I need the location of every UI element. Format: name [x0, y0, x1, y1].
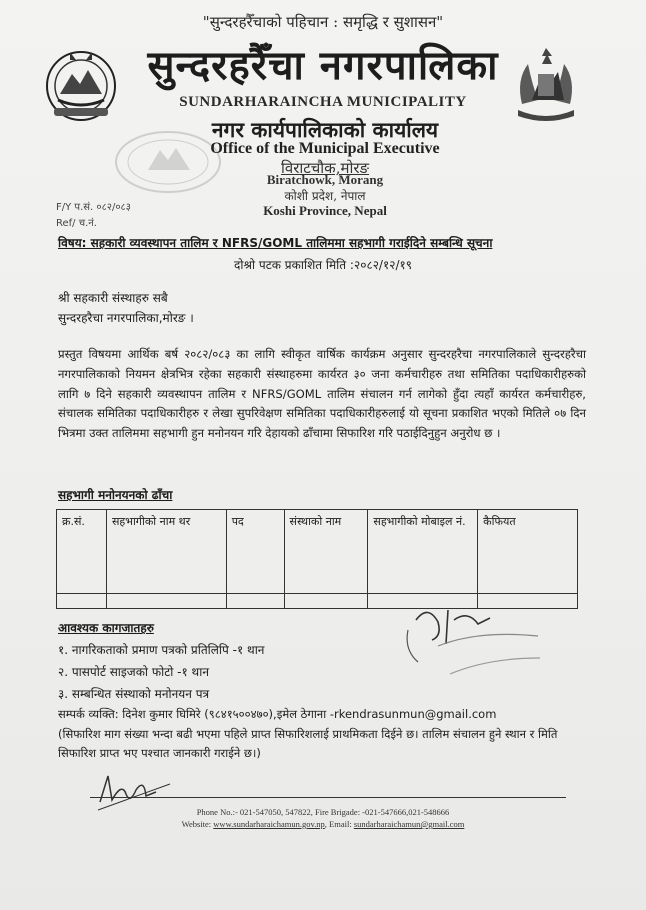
column-header: सहभागीको नाम थर	[106, 510, 226, 594]
contact-email-link[interactable]: rkendrasunmun@gmail.com	[333, 707, 497, 721]
footer-email-link[interactable]: sundarharaichamun@gmail.com	[353, 819, 465, 829]
reference-number: Ref/ च.नं.	[56, 218, 97, 229]
province-nepali: कोशी प्रदेश, नेपाल	[284, 189, 366, 203]
website-link[interactable]: www.sundarharaichamun.gov.np	[213, 819, 325, 829]
footer-divider	[90, 797, 566, 798]
document-item: ३. सम्बन्धित संस्थाको मनोनयन पत्र	[58, 687, 210, 701]
address-nepali: विराटचौक,मोरङ	[280, 159, 370, 177]
municipality-name-nepali: सुन्दरहरैँचा नगरपालिका	[147, 42, 499, 89]
document-item: १. नागरिकताको प्रमाण पत्रको प्रतिलिपि -१ थान	[58, 643, 265, 657]
office-name-nepali: नगर कार्यपालिकाको कार्यालय	[211, 117, 439, 142]
footer-web	[0, 819, 646, 829]
nomination-form-table	[56, 509, 578, 609]
document-item: २. पासपोर्ट साइजको फोटो -१ थान	[58, 665, 209, 679]
initials-signature-icon	[96, 770, 176, 812]
column-header: पद	[226, 510, 284, 594]
table-header-row	[57, 510, 578, 594]
form-title: सहभागी मनोनयनको ढाँचा	[58, 488, 173, 502]
footer-phone: Phone No.:- 021-547050, 547822, Fire Brigade: -021-547666,021-548666	[196, 807, 450, 817]
column-header: क्र.सं.	[57, 510, 107, 594]
contact-line	[58, 707, 496, 722]
contact-text: सम्पर्क व्यक्ति: दिनेश कुमार घिमिरे (९८४१५००४७०),इमेल ठेगाना -	[58, 707, 334, 721]
office-name-english: Office of the Municipal Executive	[210, 140, 440, 157]
subject-line: विषय: सहकारी व्यवस्थापन तालिम र NFRS/GOML तालिममा सहभागी गराईदिने सम्बन्धि सूचना	[58, 236, 493, 250]
signature-stamp-icon	[398, 600, 548, 680]
slogan: "सुन्दरहरैँचाको पहिचान : समृद्धि र सुशासन"	[202, 13, 444, 31]
municipality-name-english: SUNDARHARAINCHA MUNICIPALITY	[179, 94, 467, 110]
column-header: कैफियत	[478, 510, 578, 594]
website-label: Website:	[181, 819, 212, 829]
notice-note: (सिफारिश माग संख्या भन्दा बढी भएमा पहिले प्राप्त सिफारिशलाई प्राथमिकता दिईने छ। तालिम संचालन हुने स्थान र मिति सिफारिश प्राप्त भए पश्चात जानकारी गराईने छ।)	[58, 727, 558, 760]
addressee-line-1: श्री सहकारी संस्थाहरु सबै	[58, 291, 168, 305]
address-english: Biratchowk, Morang	[266, 172, 384, 187]
column-header: संस्थाको नाम	[284, 510, 368, 594]
fiscal-year-ref: F/Y प.सं. ०८२/०८३	[56, 202, 131, 213]
publication-date: दोश्रो पटक प्रकाशित मिति :२०८२/१२/१९	[234, 258, 412, 272]
documents-title: आवश्यक कागजातहरु	[58, 621, 154, 635]
addressee-line-2: सुन्दरहरैचा नगरपालिका,मोरङ ।	[58, 311, 194, 325]
column-header: सहभागीको मोबाइल नं.	[368, 510, 478, 594]
notice-body: प्रस्तुत विषयमा आर्थिक बर्ष २०८२/०८३ का लागि स्वीकृत वार्षिक कार्यक्रम अनुसार सुन्दरहरैचा नगरपालिकाले सुन्दरहरैचा नगरपालिकाको नियमन क्षेत्रभित्र रहेका सहकारी संस्थाहरुमा कार्यरत ३० जना कर्मचारीहरु तथा समितिका पदाधिकारीहरुको लागि ७ दिने सहकारी व्यवस्थापन तालिम र NFRS/GOML तालिम संचालन गर्न लागेको हुँदा त्यहाँ कार्यरत कर्मचारीहरु, संचालक समितिका पदाधिकारीहरु र लेखा सुपरिवेक्षण समितिका पदाधिकारीहरुलाई यो सूचना प्रकाशित भएको मितिले ०७ दिन भित्रमा उक्त तालिममा सहभागी हुन मनोनयन गरि देहायको ढाँचामा सिफारिश गरि पठाईदिनुहुन अनुरोध छ ।	[58, 347, 586, 441]
province-english: Koshi Province, Nepal	[263, 203, 387, 218]
email-label: , Email:	[324, 819, 352, 829]
